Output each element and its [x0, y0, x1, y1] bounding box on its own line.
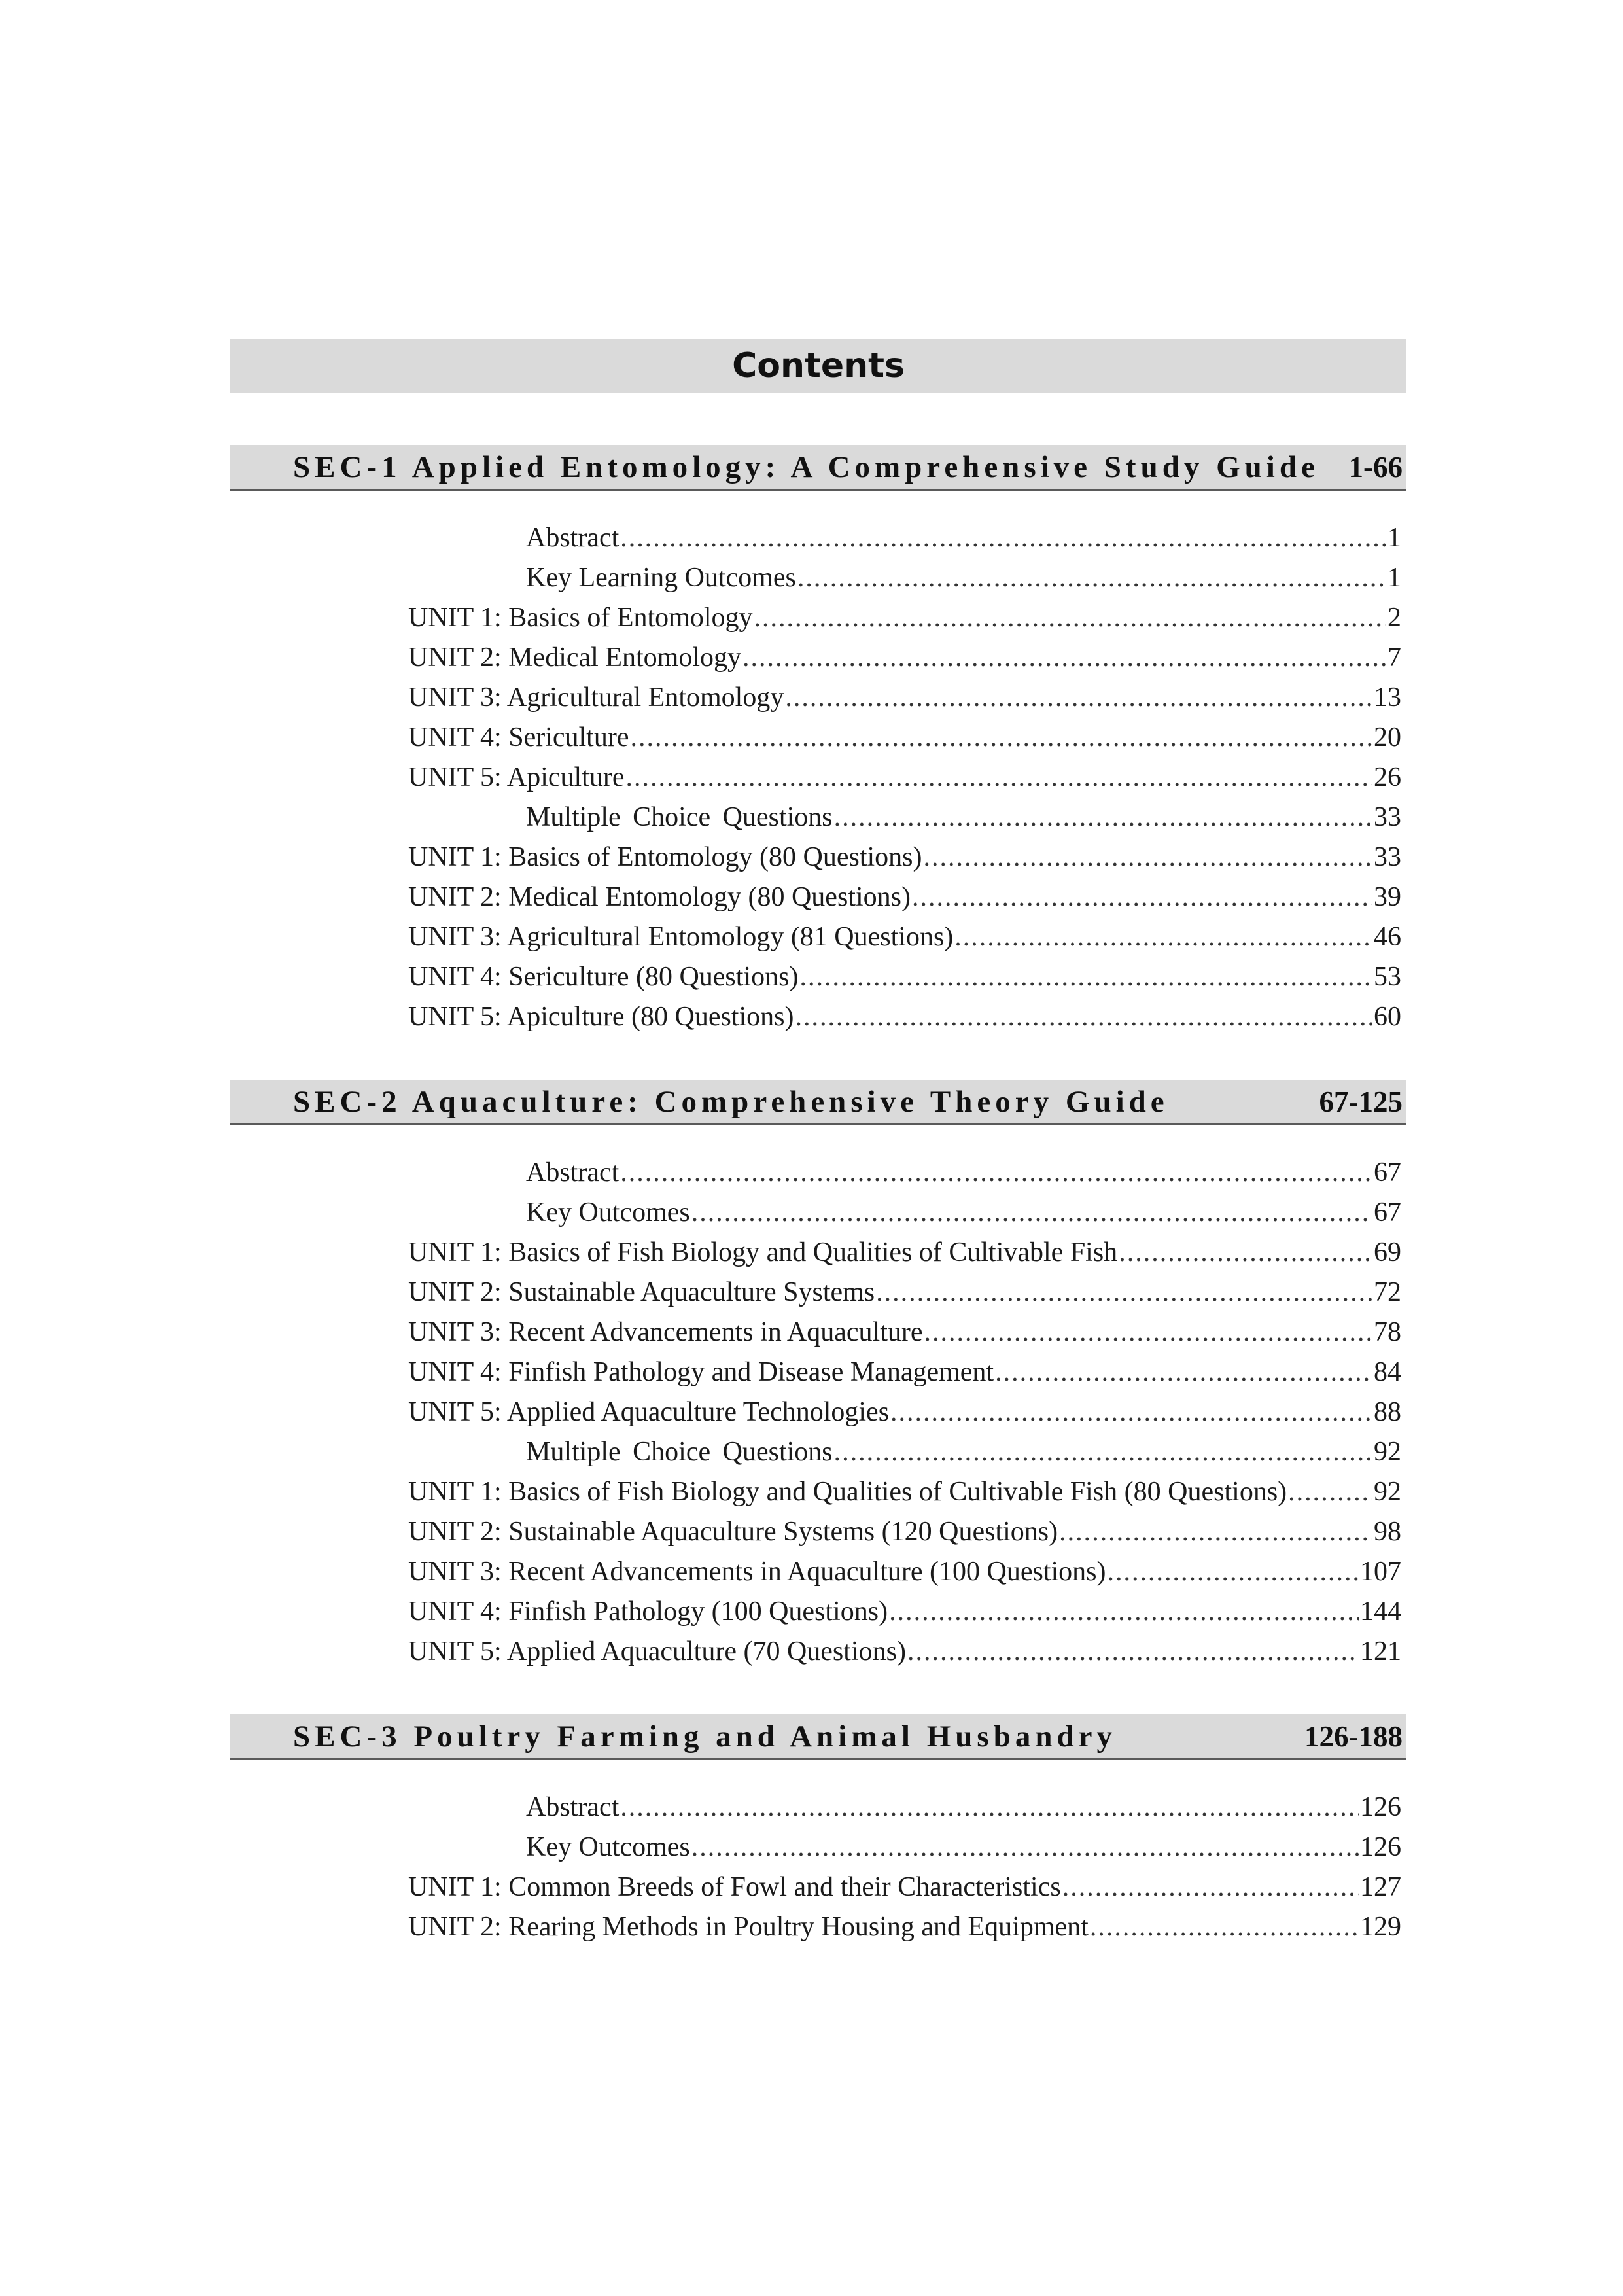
toc-entry[interactable]	[230, 1392, 1406, 1432]
toc-entry-page-number: 78	[1374, 1317, 1401, 1347]
section-page-range: 126-188	[1304, 1720, 1403, 1753]
toc-entry-page-number: 84	[1374, 1357, 1401, 1387]
toc-entry-page-number: 26	[1374, 762, 1401, 792]
toc-entry-label: UNIT 1: Basics of Entomology (80 Questions)	[408, 842, 922, 872]
dot-leader	[912, 877, 1372, 917]
toc-entry-page-number: 46	[1374, 922, 1401, 952]
dot-leader	[799, 957, 1372, 997]
section-sec-2	[230, 1080, 1406, 1672]
toc-entry[interactable]	[230, 1153, 1406, 1193]
dot-leader	[742, 638, 1386, 678]
toc-entry-page-number: 67	[1374, 1157, 1401, 1188]
toc-entry[interactable]	[230, 1552, 1406, 1592]
toc-entry-label: UNIT 3: Recent Advancements in Aquaculture (100 Questions)	[408, 1557, 1106, 1587]
toc-entry[interactable]	[230, 638, 1406, 678]
toc-entry[interactable]	[230, 1788, 1406, 1828]
toc-entry-list	[230, 1153, 1406, 1672]
toc-entry-label: Multiple Choice Questions	[526, 802, 833, 832]
toc-entry-label: Abstract	[526, 1157, 620, 1188]
toc-entry-label: Key Outcomes	[526, 1832, 690, 1862]
dot-leader	[691, 1193, 1372, 1233]
toc-entry-page-number: 126	[1360, 1792, 1401, 1822]
toc-entry-label: UNIT 1: Common Breeds of Fowl and their Characteristics	[408, 1872, 1061, 1902]
toc-entry[interactable]	[230, 1233, 1406, 1273]
toc-entry[interactable]	[230, 838, 1406, 877]
toc-entry[interactable]	[230, 997, 1406, 1037]
toc-entry[interactable]	[230, 1632, 1406, 1672]
toc-entry-list	[230, 518, 1406, 1037]
toc-entry[interactable]	[230, 1193, 1406, 1233]
toc-entry-label: UNIT 4: Finfish Pathology (100 Questions)	[408, 1597, 888, 1627]
toc-entry-label: Key Outcomes	[526, 1197, 690, 1227]
section-title: SEC-1 Applied Entomology: A Comprehensive Study Guide	[293, 450, 1319, 484]
section-header	[230, 1714, 1406, 1760]
toc-entry-page-number: 13	[1374, 682, 1401, 713]
toc-entry-page-number: 53	[1374, 962, 1401, 992]
dot-leader	[907, 1632, 1359, 1672]
section-page-range: 1-66	[1348, 450, 1403, 484]
toc-entry-label: Abstract	[526, 523, 620, 553]
toc-entry[interactable]	[230, 1273, 1406, 1313]
dot-leader	[795, 997, 1372, 1037]
toc-entry-label: Key Learning Outcomes	[526, 563, 796, 593]
toc-entry-page-number: 129	[1360, 1912, 1401, 1942]
toc-entry-label: UNIT 1: Basics of Fish Biology and Qualities of Cultivable Fish (80 Questions)	[408, 1477, 1287, 1507]
toc-entry-label: UNIT 3: Recent Advancements in Aquaculture	[408, 1317, 923, 1347]
toc-entry[interactable]	[230, 1352, 1406, 1392]
toc-entry-page-number: 60	[1374, 1002, 1401, 1032]
toc-entry-page-number: 1	[1387, 563, 1401, 593]
dot-leader	[1090, 1907, 1359, 1947]
toc-entry-page-number: 33	[1374, 802, 1401, 832]
contents-title-bar	[230, 339, 1406, 393]
toc-entry-page-number: 33	[1374, 842, 1401, 872]
toc-entry[interactable]	[230, 957, 1406, 997]
toc-entry[interactable]	[230, 1512, 1406, 1552]
toc-entry-page-number: 2	[1387, 603, 1401, 633]
toc-entry-label: Abstract	[526, 1792, 620, 1822]
toc-entry-page-number: 20	[1374, 722, 1401, 752]
toc-entry[interactable]	[230, 758, 1406, 798]
toc-entry-page-number: 72	[1374, 1277, 1401, 1307]
toc-entry[interactable]	[230, 1592, 1406, 1632]
dot-leader	[1108, 1552, 1359, 1592]
toc-entry-label: UNIT 2: Rearing Methods in Poultry Housing and Equipment	[408, 1912, 1089, 1942]
toc-entry-page-number: 88	[1374, 1397, 1401, 1427]
toc-entry-label: UNIT 1: Basics of Entomology	[408, 603, 753, 633]
toc-entry-page-number: 127	[1360, 1872, 1401, 1902]
toc-entry-page-number: 69	[1374, 1237, 1401, 1267]
toc-entry[interactable]	[230, 1867, 1406, 1907]
dot-leader	[889, 1592, 1359, 1632]
toc-entry-label: UNIT 4: Sericulture	[408, 722, 629, 752]
toc-entry-label: UNIT 5: Applied Aquaculture Technologies	[408, 1397, 890, 1427]
page-title: Contents	[732, 346, 905, 385]
dot-leader	[620, 1153, 1372, 1193]
toc-entry[interactable]	[230, 718, 1406, 758]
dot-leader	[797, 558, 1386, 598]
toc-entry-page-number: 92	[1374, 1437, 1401, 1467]
dot-leader	[924, 1313, 1372, 1352]
section-title: SEC-2 Aquaculture: Comprehensive Theory Guide	[293, 1084, 1169, 1119]
dot-leader	[630, 718, 1372, 758]
dot-leader	[876, 1273, 1372, 1313]
dot-leader	[954, 917, 1372, 957]
dot-leader	[691, 1828, 1359, 1867]
toc-entry[interactable]	[230, 1907, 1406, 1947]
dot-leader	[754, 598, 1386, 638]
dot-leader	[924, 838, 1373, 877]
toc-entry[interactable]	[230, 558, 1406, 598]
dot-leader	[620, 1788, 1359, 1828]
section-page-range: 67-125	[1319, 1085, 1403, 1118]
toc-entry[interactable]	[230, 877, 1406, 917]
toc-entry-page-number: 98	[1374, 1517, 1401, 1547]
toc-entry-page-number: 1	[1387, 523, 1401, 553]
toc-entry[interactable]	[230, 1432, 1406, 1472]
toc-entry[interactable]	[230, 518, 1406, 558]
toc-entry-list	[230, 1788, 1406, 1947]
dot-leader	[890, 1392, 1372, 1432]
toc-entry-page-number: 144	[1360, 1597, 1401, 1627]
dot-leader	[620, 518, 1386, 558]
toc-entry-page-number: 121	[1360, 1636, 1401, 1667]
toc-entry-label: UNIT 4: Finfish Pathology and Disease Management	[408, 1357, 994, 1387]
dot-leader	[995, 1352, 1372, 1392]
toc-entry[interactable]	[230, 1828, 1406, 1867]
toc-entry-label: UNIT 1: Basics of Fish Biology and Qualities of Cultivable Fish	[408, 1237, 1118, 1267]
section-sec-3	[230, 1714, 1406, 1947]
toc-entry-label: Multiple Choice Questions	[526, 1437, 833, 1467]
toc-entry-page-number: 7	[1387, 643, 1401, 673]
toc-entry-page-number: 92	[1374, 1477, 1401, 1507]
section-title: SEC-3 Poultry Farming and Animal Husbandry	[293, 1719, 1117, 1754]
toc-entry-label: UNIT 5: Applied Aquaculture (70 Questions)	[408, 1636, 906, 1667]
dot-leader	[834, 798, 1372, 838]
toc-entry-label: UNIT 4: Sericulture (80 Questions)	[408, 962, 799, 992]
toc-entry-label: UNIT 2: Sustainable Aquaculture Systems	[408, 1277, 875, 1307]
toc-entry-page-number: 67	[1374, 1197, 1401, 1227]
section-sec-1	[230, 445, 1406, 1037]
toc-entry[interactable]	[230, 598, 1406, 638]
toc-entry[interactable]	[230, 1472, 1406, 1512]
dot-leader	[1059, 1512, 1372, 1552]
section-header	[230, 445, 1406, 491]
toc-entry-label: UNIT 5: Apiculture (80 Questions)	[408, 1002, 794, 1032]
toc-entry-page-number: 39	[1374, 882, 1401, 912]
dot-leader	[1288, 1472, 1372, 1512]
toc-entry[interactable]	[230, 917, 1406, 957]
toc-entry[interactable]	[230, 678, 1406, 718]
section-header	[230, 1080, 1406, 1125]
toc-entry-label: UNIT 5: Apiculture	[408, 762, 625, 792]
dot-leader	[1062, 1867, 1359, 1907]
dot-leader	[1119, 1233, 1372, 1273]
toc-entry-label: UNIT 2: Medical Entomology	[408, 643, 741, 673]
toc-entry-label: UNIT 2: Medical Entomology (80 Questions)	[408, 882, 911, 912]
dot-leader	[626, 758, 1372, 798]
dot-leader	[785, 678, 1372, 718]
dot-leader	[834, 1432, 1372, 1472]
toc-entry-label: UNIT 2: Sustainable Aquaculture Systems (120 Questions)	[408, 1517, 1058, 1547]
toc-entry-page-number: 107	[1360, 1557, 1401, 1587]
toc-entry[interactable]	[230, 1313, 1406, 1352]
toc-entry-label: UNIT 3: Agricultural Entomology	[408, 682, 784, 713]
toc-entry-label: UNIT 3: Agricultural Entomology (81 Questions)	[408, 922, 954, 952]
toc-entry-page-number: 126	[1360, 1832, 1401, 1862]
toc-entry[interactable]	[230, 798, 1406, 838]
